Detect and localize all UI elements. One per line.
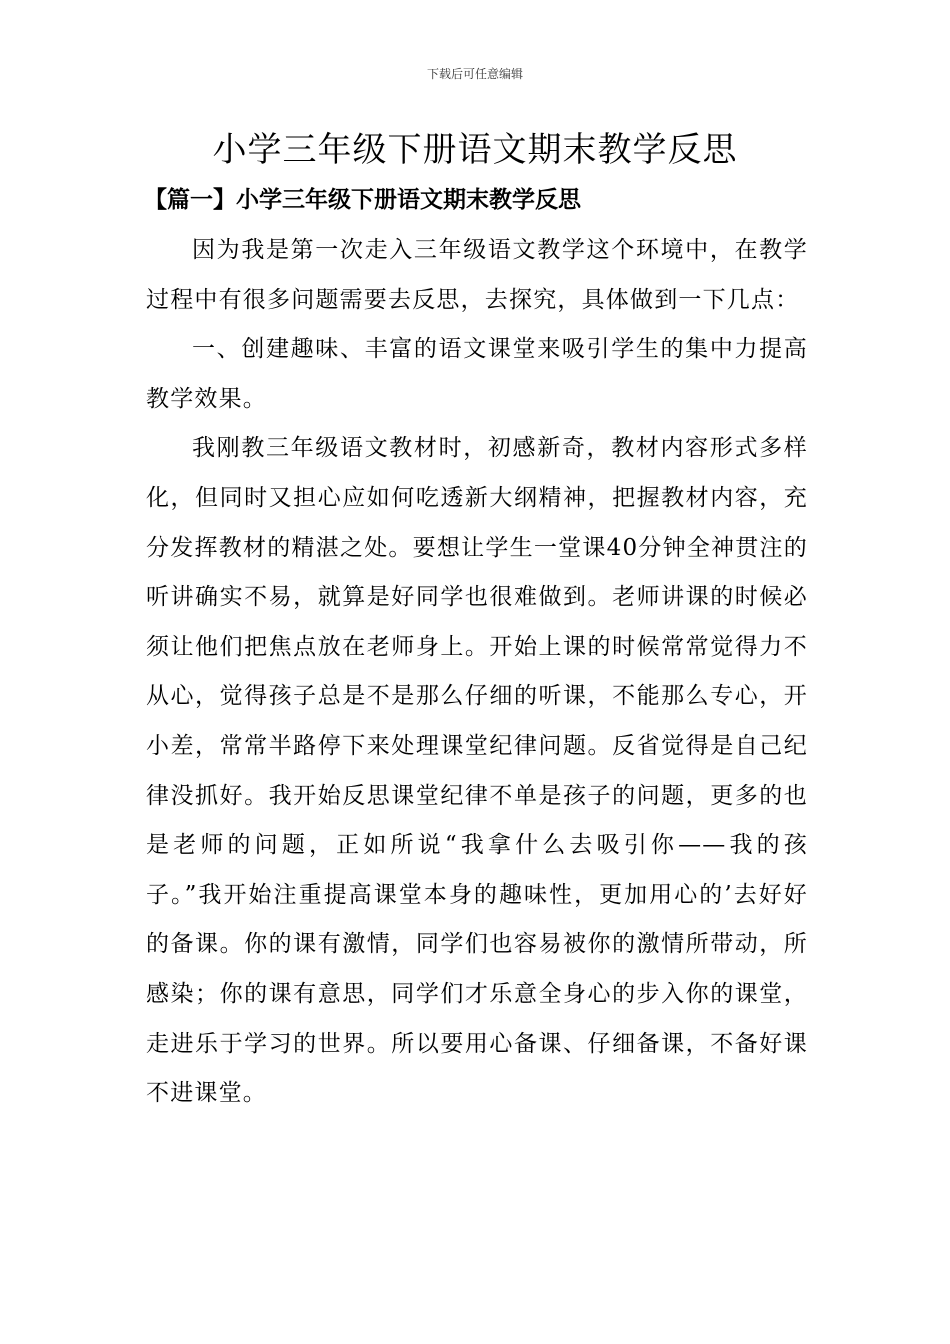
- header-note: 下载后可任意编辑: [426, 67, 523, 81]
- page-title: 小学三年级下册语文期末教学反思: [212, 130, 738, 170]
- paragraph-point-one: 一、创建趣味、丰富的语文课堂来吸引学生的集中力提高教学效果。: [146, 336, 808, 412]
- paragraph-reflection: 我刚教三年级语文教材时，初感新奇，教材内容形式多样化，但同时又担心应如何吃透新大纲精神，把握教材内容，充分发挥教材的精湛之处。要想让学生一堂课40分钟全神贯注的听讲确实不易，就算是好同学也很难做到。老师讲课的时候必须让他们把焦点放在老师身上。开始上课的时候常常觉得力不从心，觉得孩子总是不是那么仔细的听课，不能那么专心，开小差，常常半路停下来处理课堂纪律问题。反省觉得是自己纪律没抓好。我开始反思课堂纪律不单是孩子的问题，更多的也是老师的问题，正如所说“我拿什么去吸引你——我的孩子。”我开始注重提高课堂本身的趣味性，更加用心的’去好好的备课。你的课有激情，同学们也容易被你的激情所带动，所感染；你的课有意思，同学们才乐意全身心的步入你的课堂，走进乐于学习的世界。所以要用心备课、仔细备课，不备好课不进课堂。: [146, 435, 808, 1107]
- document-body: [146, 226, 808, 1119]
- section-heading: 【篇一】小学三年级下册语文期末教学反思: [144, 186, 581, 213]
- paragraph-intro: 因为我是第一次走入三年级语文教学这个环境中，在教学过程中有很多问题需要去反思，去探究，具体做到一下几点：: [146, 237, 808, 313]
